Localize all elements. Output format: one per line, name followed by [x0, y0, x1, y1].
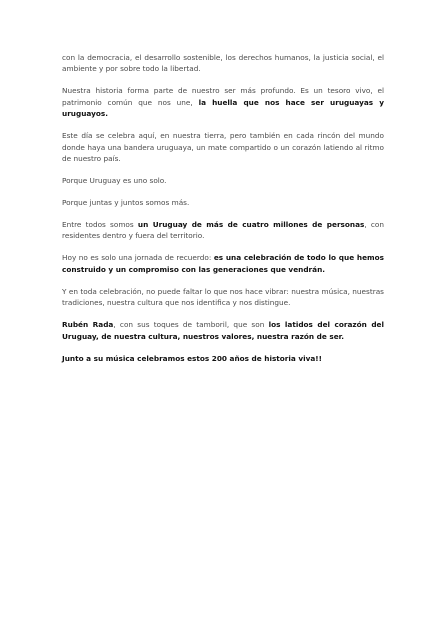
paragraph-6 — [62, 219, 384, 242]
bold-text: es una celebración de todo lo que hemos construido y un compromiso con las generaciones que vendrán. — [62, 253, 384, 274]
paragraph-7 — [62, 252, 384, 275]
bold-text: Rubén Rada — [62, 320, 114, 330]
paragraph-text: Porque Uruguay es uno solo. — [62, 176, 167, 186]
bold-text: la huella que nos hace ser uruguayas y uruguayos. — [62, 97, 385, 119]
paragraph-4 — [62, 175, 384, 186]
paragraph-text: Nuestra historia forma parte de nuestro ser más profundo. Es un tesoro vivo, el patrimonio común que nos une, — [62, 86, 384, 107]
paragraph-2 — [62, 85, 384, 119]
paragraph-text: con la democracia, el desarrollo sostenible, los derechos humanos, la justicia social, el ambiente y por sobre todo la libertad. — [62, 53, 384, 74]
bold-text: los latidos del corazón del Uruguay, de nuestra cultura, nuestros valores, nuestra razón de ser. — [62, 320, 384, 341]
paragraph-text: Entre todos somos — [62, 220, 138, 230]
paragraph-9 — [62, 319, 384, 342]
bold-text: Junto a su música celebramos estos 200 años de historia viva!! — [62, 353, 322, 363]
paragraph-text: Y en toda celebración, no puede faltar lo que nos hace vibrar: nuestra música, nuestras tradiciones, nuestra cultura que nos identifica y nos distingue. — [62, 286, 384, 308]
paragraph-text: Porque juntas y juntos somos más. — [62, 198, 190, 208]
paragraph-3 — [62, 130, 384, 164]
bold-text: un Uruguay de más de cuatro millones de personas — [137, 220, 365, 230]
document-body — [62, 52, 384, 375]
paragraph-text: Este día se celebra aquí, en nuestra tierra, pero también en cada rincón del mundo donde haya una bandera uruguaya, un mate compartido o un corazón latiendo al ritmo de nuestro país. — [62, 131, 384, 164]
paragraph-text: Hoy no es solo una jornada de recuerdo: — [62, 253, 214, 263]
paragraph-text: , con sus toques de tamboril, que son — [113, 320, 269, 330]
paragraph-8 — [62, 286, 384, 309]
paragraph-1 — [62, 52, 384, 75]
paragraph-10 — [62, 353, 384, 364]
paragraph-text: , con residentes dentro y fuera del territorio. — [62, 220, 384, 241]
paragraph-5 — [62, 197, 384, 208]
